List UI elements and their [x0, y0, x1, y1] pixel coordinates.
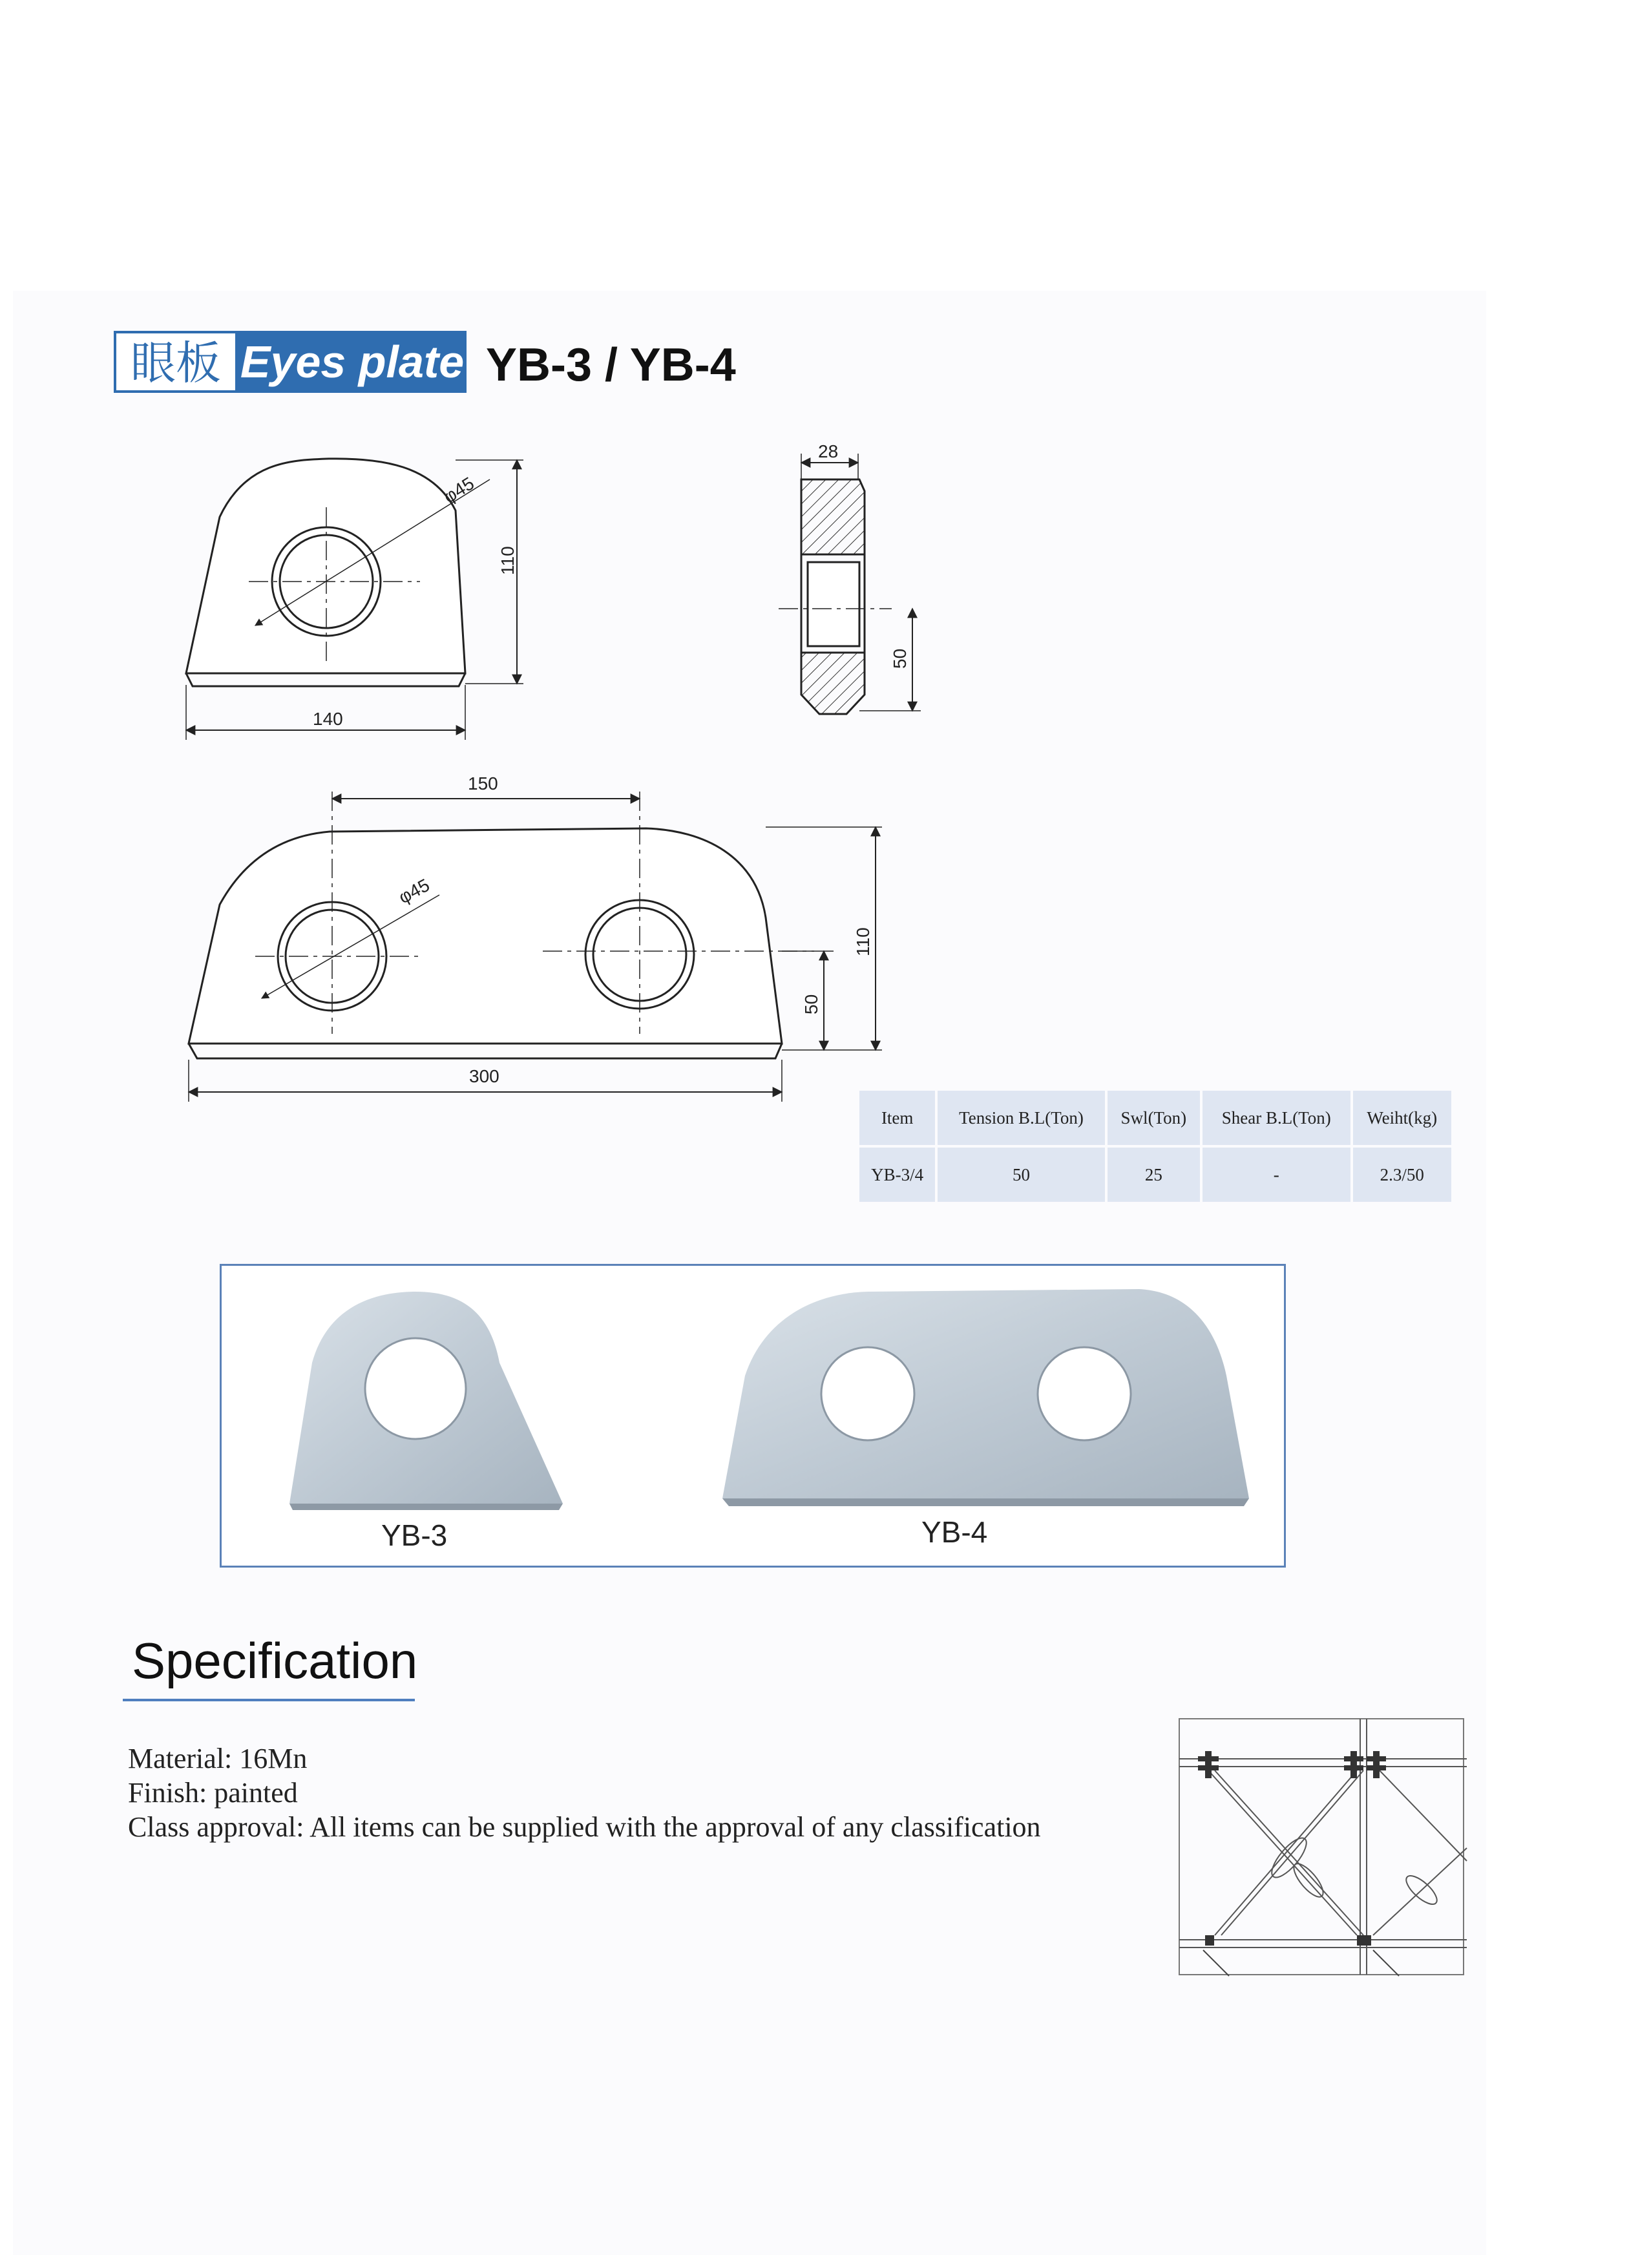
spec-class-approval: Class approval: All items can be supplied with the approval of any classification [128, 1811, 1041, 1843]
table-header: Weiht(kg) [1353, 1091, 1451, 1145]
photo-yb3-hole [365, 1338, 466, 1439]
photo-yb3 [289, 1292, 563, 1510]
section-bottom-hatch [801, 653, 865, 714]
yb4-front-view [189, 792, 882, 1102]
photo-yb4-plate [722, 1289, 1249, 1498]
yb3-height-label: 110 [498, 546, 518, 575]
title-english: Eyes plate [238, 331, 467, 393]
yb4-width-label: 300 [469, 1066, 499, 1086]
title-chinese: 眼板 [114, 331, 238, 393]
photo-yb4-hole-right [1038, 1347, 1131, 1440]
table-header: Swl(Ton) [1108, 1091, 1200, 1145]
yb3-base-bevel [186, 673, 465, 686]
yb4-diameter-label: φ45 [395, 874, 433, 908]
specification-underline [123, 1699, 415, 1701]
spec-material: Material: 16Mn [128, 1743, 308, 1774]
photo-yb4-shadow [722, 1498, 1249, 1506]
photo-yb4 [722, 1289, 1249, 1506]
spec-table [857, 1088, 1454, 1204]
table-cell: YB-3/4 [859, 1148, 935, 1202]
yb4-base-bevel [189, 1044, 782, 1058]
photo-yb3-shadow [289, 1504, 563, 1510]
specification-heading: Specification [132, 1632, 418, 1689]
side-section-view [779, 454, 921, 714]
table-header: Shear B.L(Ton) [1203, 1091, 1350, 1145]
yb3-width-label: 140 [313, 709, 343, 729]
lashing-fittings [1198, 1751, 1386, 1946]
table-cell: 50 [938, 1148, 1104, 1202]
yb3-diameter-label: φ45 [439, 473, 478, 507]
model-number: YB-3 / YB-4 [486, 339, 736, 391]
section-thickness-label: 28 [818, 441, 839, 461]
lashing-diagram [1144, 1686, 1480, 2016]
table-cell: - [1203, 1148, 1350, 1202]
yb4-hole-center-label: 50 [801, 994, 821, 1014]
section-top-hatch [801, 479, 865, 554]
photo-label-yb4: YB-4 [921, 1515, 988, 1549]
product-photo-frame [220, 1264, 1286, 1568]
table-header-row [859, 1091, 1451, 1145]
yb3-front-view [186, 459, 523, 740]
table-header: Tension B.L(Ton) [938, 1091, 1104, 1145]
table-cell: 2.3/50 [1353, 1148, 1451, 1202]
yb4-spacing-label: 150 [468, 773, 498, 793]
table-cell: 25 [1108, 1148, 1200, 1202]
photo-label-yb3: YB-3 [381, 1518, 448, 1552]
table-header: Item [859, 1091, 935, 1145]
section-hole [808, 562, 859, 646]
table-row [859, 1148, 1451, 1202]
section-hole-center-label: 50 [890, 648, 910, 669]
yb3-outline [186, 459, 465, 673]
photo-yb4-hole-left [821, 1347, 914, 1440]
yb4-height-label: 110 [853, 927, 873, 956]
yb4-outline [189, 828, 782, 1044]
spec-finish: Finish: painted [128, 1777, 298, 1809]
